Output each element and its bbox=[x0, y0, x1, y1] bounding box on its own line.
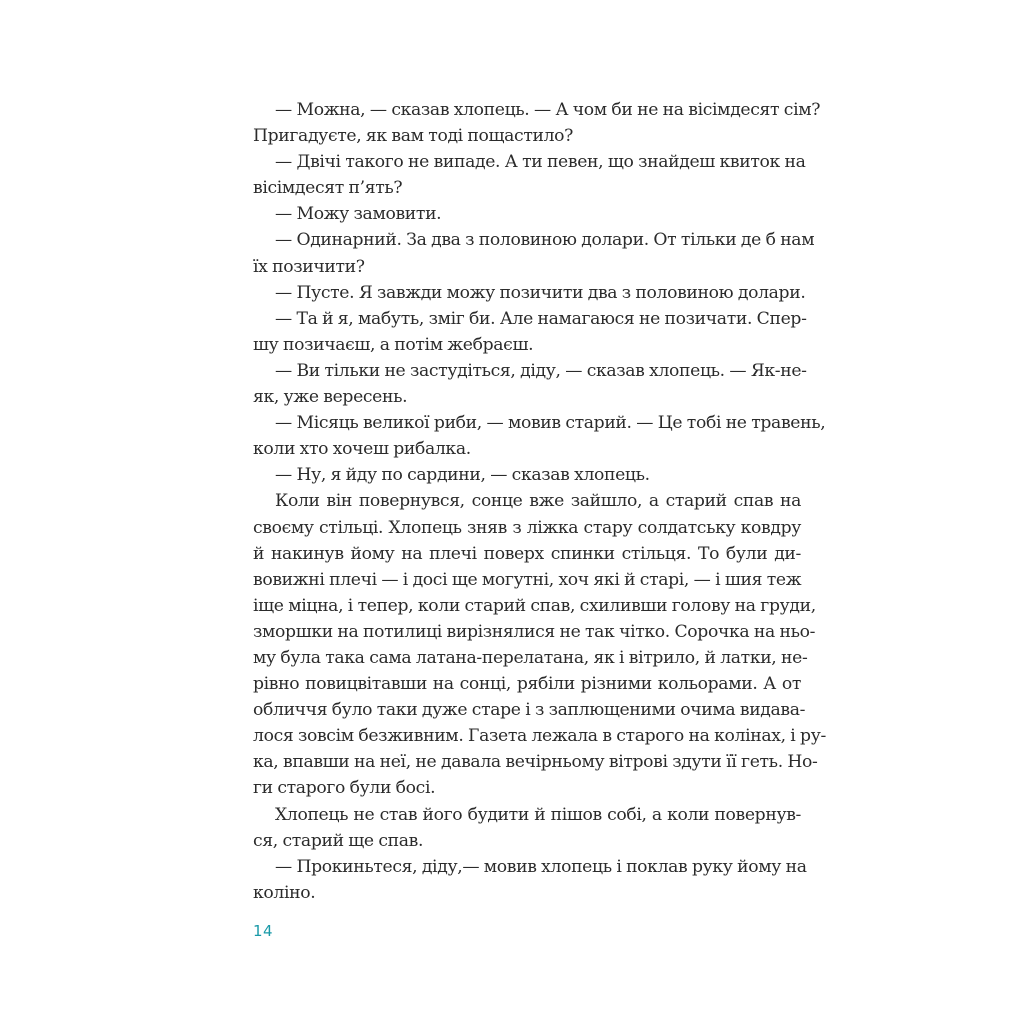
text-line: вісімдесят п’ять? bbox=[253, 178, 403, 199]
text-line: — Можна, — сказав хлопець. — А чом би не на вісімдесят сім? bbox=[275, 100, 821, 120]
text-line: коліно. bbox=[253, 882, 316, 903]
text-line: — Двічі такого не випаде. А ти певен, що знайдеш квиток на bbox=[275, 152, 806, 173]
text-line: ся, старий ще спав. bbox=[253, 830, 424, 851]
text-line: — Та й я, мабуть, зміг би. Але намагаюся не позичати. Спер- bbox=[275, 308, 807, 329]
text-line: — Ну, я йду по сардини, — сказав хлопець. bbox=[275, 465, 650, 486]
text-line: іще міцна, і тепер, коли старий спав, схиливши голову на груди, bbox=[253, 595, 816, 616]
text-line: — Пусте. Я завжди можу позичити два з половиною долари. bbox=[275, 282, 806, 303]
text-line: й накинув йому на плечі поверх спинки стільця. То були ди- bbox=[253, 543, 801, 564]
text-line: їх позичити? bbox=[253, 256, 365, 277]
text-line: як, уже вересень. bbox=[253, 387, 408, 408]
text-line: рівно повицвітавши на сонці, рябіли різними кольорами. А от bbox=[253, 674, 801, 695]
text-line: му була така сама латана-перелатана, як і вітрило, й латки, не- bbox=[253, 647, 808, 668]
text-line: вовижні плечі — і досі ще могутні, хоч які й старі, — і шия теж bbox=[253, 569, 802, 590]
text-line: лося зовсім безживним. Газета лежала в старого на колінах, і ру- bbox=[253, 726, 826, 747]
text-line: Пригадуєте, як вам тоді пощастило? bbox=[253, 126, 574, 147]
text-line: ги старого були босі. bbox=[253, 778, 436, 799]
text-line: Хлопець не став його будити й пішов собі, а коли повернув- bbox=[275, 804, 801, 825]
text-line: — Ви тільки не застудіться, діду, — сказав хлопець. — Як-не- bbox=[275, 360, 807, 381]
text-line: Коли він повернувся, сонце вже зайшло, а старий спав на bbox=[275, 491, 801, 512]
text-line: — Прокиньтеся, діду,— мовив хлопець і поклав руку йому на bbox=[275, 856, 807, 877]
text-line: шу позичаєш, а потім жебраєш. bbox=[253, 334, 534, 355]
page-number: 14 bbox=[253, 922, 274, 940]
text-line: — Можу замовити. bbox=[275, 204, 442, 225]
text-line: — Місяць великої риби, — мовив старий. — Це тобі не травень, bbox=[275, 413, 826, 434]
text-line: коли хто хочеш рибалка. bbox=[253, 439, 471, 460]
text-line: обличчя було таки дуже старе і з заплющеними очима видава- bbox=[253, 700, 806, 721]
text-line: ка, впавши на неї, не давала вечірньому вітрові здути її геть. Но- bbox=[253, 752, 818, 773]
text-line: — Одинарний. За два з половиною долари. От тільки де б нам bbox=[275, 230, 815, 251]
body-text bbox=[253, 97, 826, 906]
text-line: зморшки на потилиці вирізнялися не так чітко. Сорочка на ньо- bbox=[253, 621, 816, 642]
text-line: своєму стільці. Хлопець зняв з ліжка стару солдатську ковдру bbox=[253, 517, 801, 538]
